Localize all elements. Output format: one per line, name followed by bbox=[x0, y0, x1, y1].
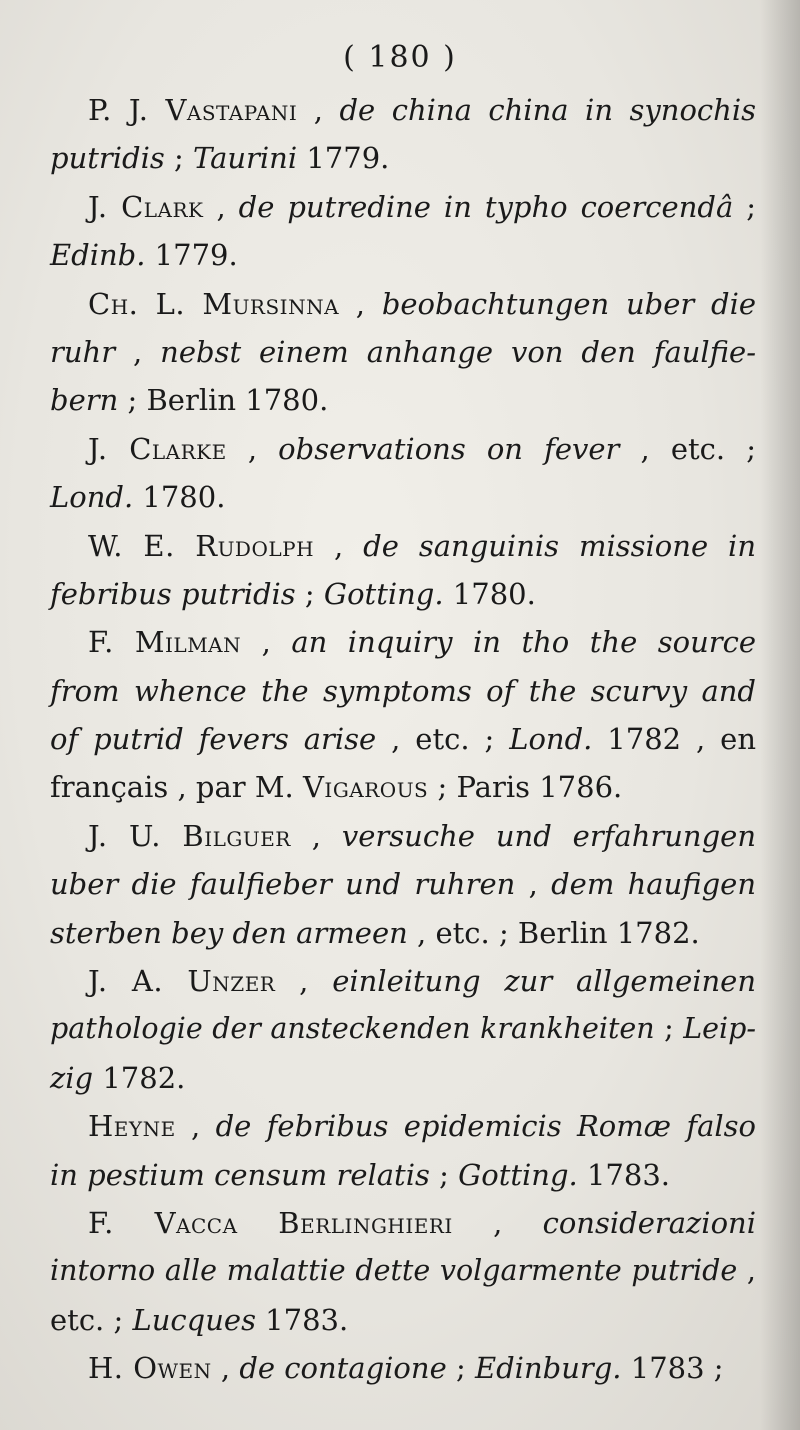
title-text: Leip- bbox=[683, 1012, 756, 1046]
title-text: uber die faulfieber und ruhren bbox=[50, 867, 516, 902]
plain-text: 1779. bbox=[145, 238, 238, 273]
title-text: beobachtungen uber die bbox=[381, 286, 757, 321]
title-text: observations on fever bbox=[278, 431, 620, 466]
entry-line bbox=[50, 570, 756, 618]
title-text: de sanguinis missione in bbox=[363, 528, 756, 563]
plain-text: , bbox=[275, 964, 333, 999]
title-text: of putrid fevers arise bbox=[50, 722, 377, 757]
title-text: nebst einem anhange von den faulfie- bbox=[160, 334, 756, 369]
title-text: Lond. bbox=[509, 722, 593, 757]
entry-line bbox=[50, 957, 756, 1005]
title-text: in pestium censum relatis bbox=[50, 1157, 430, 1192]
plain-text: ; bbox=[429, 1157, 459, 1192]
entry-line bbox=[50, 328, 756, 376]
bibliography-list bbox=[50, 86, 756, 1393]
plain-text: ; bbox=[733, 189, 756, 224]
title-text: Taurini bbox=[192, 141, 298, 176]
plain-text: 1783. bbox=[577, 1157, 671, 1192]
entry-line bbox=[50, 183, 756, 231]
title-text: einleitung zur allgemeinen bbox=[332, 964, 757, 999]
entry-line bbox=[50, 909, 756, 957]
plain-text: , bbox=[515, 867, 552, 902]
title-text: from whence the symptoms of the scurvy and bbox=[50, 673, 756, 708]
plain-text: ; bbox=[164, 141, 193, 176]
plain-text: 1780. bbox=[443, 576, 536, 611]
page-edge-shadow bbox=[760, 0, 800, 1430]
entry-line bbox=[50, 1151, 756, 1199]
plain-text: ; bbox=[295, 576, 324, 611]
entry-line bbox=[50, 425, 756, 473]
plain-text: , bbox=[241, 625, 292, 660]
plain-text: 1783 ; bbox=[621, 1351, 724, 1386]
title-text: Gotting. bbox=[458, 1157, 578, 1192]
entry-line bbox=[50, 522, 756, 570]
entry-line bbox=[50, 473, 756, 521]
title-text: de putredine in typho coercendâ bbox=[238, 189, 734, 224]
plain-text: , etc. ; Berlin 1782. bbox=[407, 915, 700, 950]
plain-text: 1780. bbox=[133, 480, 226, 515]
entry-line bbox=[50, 134, 756, 182]
entry-line bbox=[50, 86, 756, 134]
title-text: de febribus epidemicis Romæ falso bbox=[215, 1109, 756, 1144]
title-text: ruhr bbox=[50, 334, 116, 369]
title-text: bern bbox=[50, 383, 119, 418]
entry-line bbox=[50, 280, 756, 328]
title-text: sterben bey den armeen bbox=[50, 915, 408, 950]
entry-line bbox=[50, 1247, 756, 1295]
author-name: J. Clark bbox=[88, 189, 204, 224]
title-text: Edinburg. bbox=[474, 1351, 622, 1386]
plain-text: , bbox=[452, 1205, 543, 1240]
title-text: an inquiry in tho the source bbox=[291, 625, 757, 660]
author-name: H. Owen bbox=[88, 1351, 212, 1386]
entry-line bbox=[50, 1054, 756, 1102]
title-text: intorno alle malattie dette volgarmente putride bbox=[50, 1254, 738, 1288]
plain-text: 1782. bbox=[93, 1060, 186, 1095]
plain-text: , bbox=[290, 818, 342, 853]
entry-line bbox=[50, 618, 756, 666]
plain-text: ; bbox=[654, 1012, 684, 1046]
title-text: Edinb. bbox=[50, 238, 146, 273]
plain-text: , bbox=[211, 1351, 240, 1386]
plain-text: , bbox=[737, 1254, 756, 1288]
author-name: J. A. Unzer bbox=[88, 964, 276, 999]
entry-line bbox=[50, 1296, 756, 1344]
entry-line bbox=[50, 231, 756, 279]
plain-text: 1779. bbox=[297, 141, 390, 176]
author-name: P. J. Vastapani bbox=[88, 93, 298, 127]
entry-line bbox=[50, 376, 756, 424]
plain-text: , bbox=[314, 528, 364, 563]
author-name: Ch. L. Mursinna bbox=[88, 286, 340, 321]
page-number: ( 180 ) bbox=[343, 40, 457, 75]
plain-text: , bbox=[297, 93, 340, 127]
plain-text: , bbox=[175, 1109, 216, 1144]
title-text: febribus putridis bbox=[50, 576, 296, 611]
author-name: F. Milman bbox=[88, 625, 242, 660]
title-text: dem haufigen bbox=[551, 867, 757, 902]
plain-text: , bbox=[115, 334, 161, 369]
title-text: zig bbox=[50, 1060, 94, 1095]
author-name: J. Clarke bbox=[88, 431, 227, 466]
plain-text: etc. ; bbox=[50, 1302, 133, 1337]
title-text: Gotting. bbox=[323, 576, 444, 611]
plain-text: , bbox=[339, 286, 382, 321]
plain-text: , etc. ; bbox=[376, 722, 510, 757]
entry-line bbox=[50, 1344, 756, 1392]
author-name: Heyne bbox=[88, 1109, 176, 1144]
plain-text: ; Berlin 1780. bbox=[118, 383, 329, 418]
entry-line bbox=[50, 1199, 756, 1247]
entry-line bbox=[50, 1005, 756, 1053]
title-text: Lond. bbox=[50, 480, 134, 515]
entry-line bbox=[50, 860, 756, 908]
title-text: versuche und erfahrungen bbox=[341, 818, 756, 853]
author-name: Vigarous bbox=[302, 770, 429, 805]
plain-text: , bbox=[203, 189, 239, 224]
plain-text: ; bbox=[446, 1351, 475, 1386]
entry-line bbox=[50, 1102, 756, 1150]
title-text: considerazioni bbox=[542, 1205, 756, 1240]
plain-text: 1782 , en bbox=[592, 722, 757, 757]
title-text: Lucques bbox=[132, 1302, 256, 1337]
entry-line bbox=[50, 763, 756, 811]
author-name: J. U. Bilguer bbox=[88, 818, 291, 853]
title-text: pathologie der ansteckenden krankheiten bbox=[50, 1012, 655, 1046]
title-text: putridis bbox=[50, 141, 165, 176]
plain-text: 1783. bbox=[255, 1302, 349, 1337]
author-name: W. E. Rudolph bbox=[88, 528, 315, 563]
entry-line bbox=[50, 812, 756, 860]
entry-line bbox=[50, 715, 756, 763]
entry-line bbox=[50, 667, 756, 715]
plain-text: , etc. ; bbox=[619, 431, 756, 466]
plain-text: , bbox=[226, 431, 279, 466]
plain-text: ; Paris 1786. bbox=[428, 770, 623, 805]
author-name: F. Vacca Berlinghieri bbox=[88, 1205, 453, 1240]
plain-text: français , par M. bbox=[50, 770, 303, 805]
title-text: de china china in synochis bbox=[339, 93, 756, 127]
title-text: de contagione bbox=[239, 1351, 447, 1386]
